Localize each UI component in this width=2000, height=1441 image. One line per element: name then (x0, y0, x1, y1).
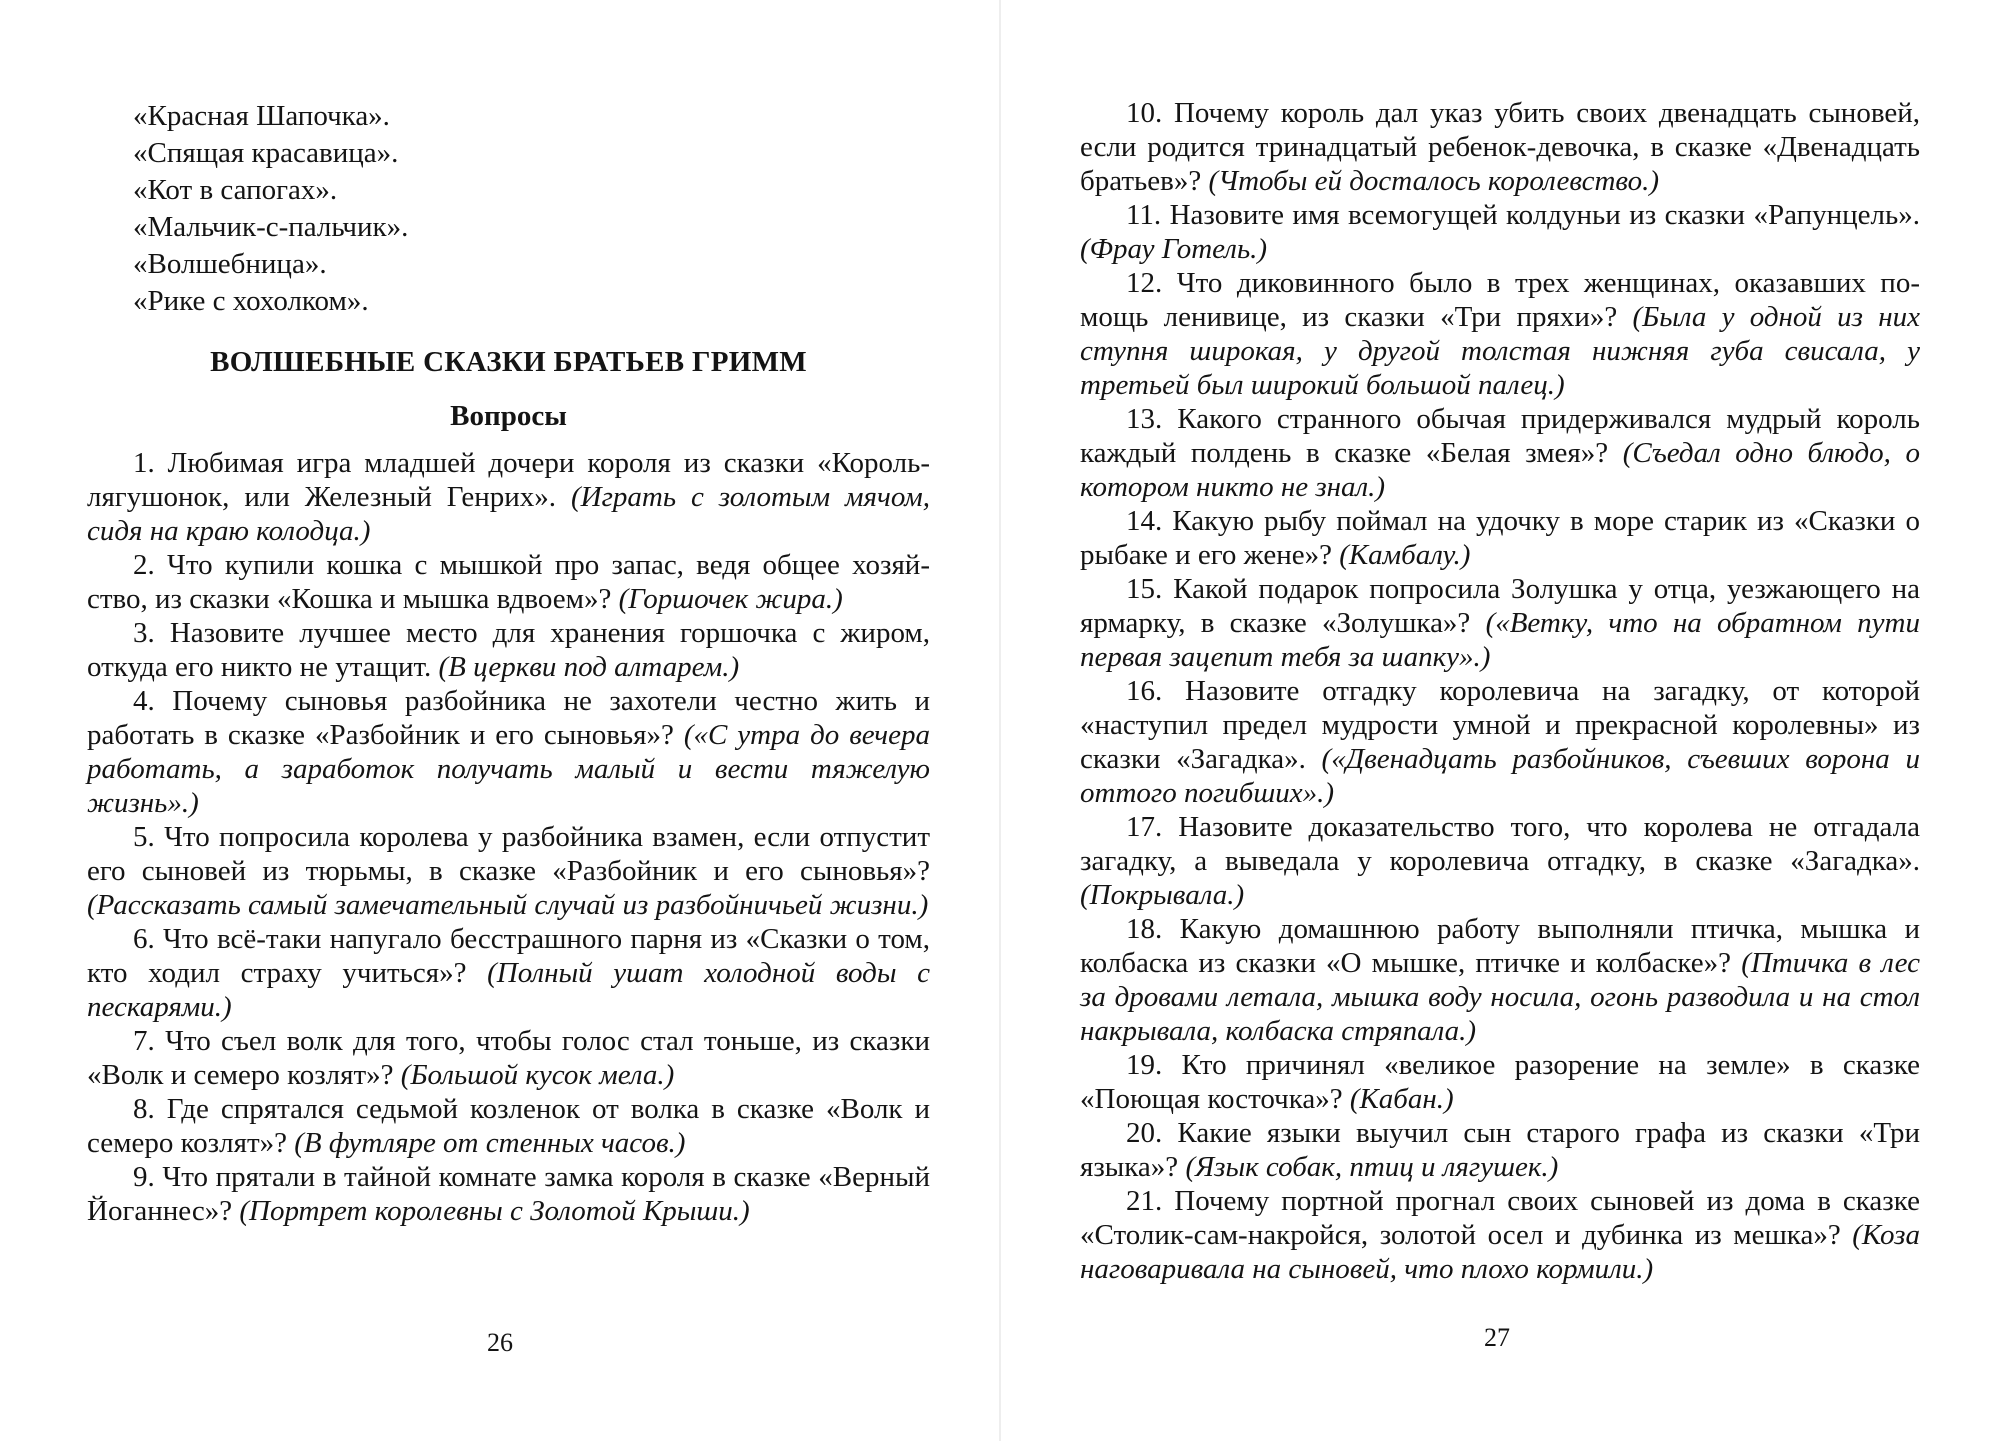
question-11 (1080, 198, 1920, 266)
question-14 (1080, 504, 1920, 572)
answer-text: (Горшочек жира.) (618, 583, 843, 615)
question-17 (1080, 810, 1920, 912)
question-text: 3. Назовите лучшее место для хранения горшочка с жиром, откуда его никто не утащит. (87, 617, 930, 683)
answer-text: (Полный ушат холодной воды с пескарями.) (87, 957, 930, 1023)
question-text: 18. Какую домашнюю работу выполняли птичка, мышка и колбаска из сказки «О мышке, птичке и колбаске»? (1080, 913, 1920, 979)
question-text: 6. Что всё-таки напугало бесстрашного парня из «Сказки о том, кто ходил страху учиться»? (87, 923, 930, 989)
question-16 (1080, 674, 1920, 810)
answer-text: (Рассказать самый замечательный случай из разбойничьей жизни.) (87, 889, 929, 921)
question-10 (1080, 96, 1920, 198)
list-item: «Мальчик-с-пальчик». (133, 211, 409, 243)
question-text: 10. Почему король дал указ убить своих двенадцать сыновей, если родится тринадцатый ребенок-девочка, в сказке «Двенадцать братьев»? (1080, 97, 1920, 197)
answer-text: («Двенадцать разбойников, съевших ворона и оттого погибших».) (1080, 743, 1920, 809)
question-21 (1080, 1184, 1920, 1286)
section-subheading: Вопросы (450, 400, 567, 432)
answer-text: (В церкви под алтарем.) (438, 651, 740, 683)
answer-text: (Птичка в лес за дровами летала, мышка воду носила, огонь разводила и на стол накрывала, колбаска стряпала.) (1080, 947, 1920, 1047)
answer-text: (Была у одной из них ступня широкая, у другой толстая нижняя губа свисала, у третьей был широкий большой палец.) (1080, 301, 1920, 401)
question-text: 17. Назовите доказательство того, что королева не отгадала загадку, а выведала у королевича отгадку, в сказке «Загадка». (1080, 811, 1920, 877)
question-19 (1080, 1048, 1920, 1116)
question-text: 4. Почему сыновья разбойника не захотели честно жить и работать в сказке «Разбойник и его сыновья»? (87, 685, 930, 751)
answer-text: (Играть с золотым мячом, сидя на краю колодца.) (87, 481, 931, 547)
answer-text: (Камбалу.) (1339, 539, 1471, 571)
answer-text: (Большой кусок мела.) (400, 1059, 675, 1091)
question-text: 15. Какой подарок попросила Золушка у отца, уезжающего на ярмарку, в сказке «Золушка»? (1080, 573, 1920, 639)
question-text: 7. Что съел волк для того, чтобы голос стал тоньше, из сказки «Волк и семеро козлят»? (87, 1025, 930, 1091)
question-7 (87, 1024, 930, 1092)
fairy-tale-list (87, 98, 930, 320)
list-item: «Волшебница». (133, 248, 327, 280)
question-15 (1080, 572, 1920, 674)
page-number: 27 (1484, 1323, 1510, 1352)
answer-text: (Портрет королевны с Золотой Крыши.) (239, 1195, 750, 1227)
question-text: 13. Какого странного обычая придерживался мудрый король каждый полдень в сказке «Белая змея»? (1080, 403, 1920, 469)
answer-text: (Кабан.) (1349, 1083, 1454, 1115)
question-9 (87, 1160, 930, 1228)
answer-text: (Коза наговаривала на сыновей, что плохо кормили.) (1080, 1219, 1920, 1285)
list-item: «Спящая красавица». (133, 137, 399, 169)
question-12 (1080, 266, 1920, 402)
question-text: 20. Какие языки выучил сын старого графа из сказки «Три языка»? (1080, 1117, 1920, 1183)
question-1 (87, 446, 930, 548)
answer-text: («С утра до вечера работать, а заработок получать малый и вести тяжелую жизнь».) (87, 719, 930, 819)
question-18 (1080, 912, 1920, 1048)
question-6 (87, 922, 930, 1024)
answer-text: (Съедал одно блюдо, о котором никто не знал.) (1080, 437, 1920, 503)
list-item: «Кот в сапогах». (133, 174, 338, 206)
answer-text: (Фрау Готель.) (1080, 233, 1268, 265)
question-text: 9. Что прятали в тайной комнате замка короля в сказке «Верный Йоганнес»? (87, 1161, 930, 1227)
question-text: 11. Назовите имя всемогущей колдуньи из сказки «Рапунцель». (1126, 199, 1920, 231)
question-text: 8. Где спрятался седьмой козленок от волка в сказке «Волк и семеро козлят»? (87, 1093, 930, 1159)
list-item: «Красная Шапочка». (133, 100, 390, 132)
question-text: 19. Кто причинял «великое разорение на земле» в сказке «Поющая косточка»? (1080, 1049, 1920, 1115)
question-3 (87, 616, 930, 684)
answer-text: (Чтобы ей досталось королевство.) (1208, 165, 1660, 197)
answer-text: (Язык собак, птиц и лягушек.) (1185, 1151, 1559, 1183)
question-text: 2. Что купили кошка с мышкой про запас, ведя общее хозяйство, из сказки «Кошка и мышка вдвоем»? (87, 549, 930, 615)
question-text: 14. Какую рыбу поймал на удочку в море старик из «Сказки о рыбаке и его жене»? (1080, 505, 1920, 571)
question-13 (1080, 402, 1920, 504)
question-text: 5. Что попросила королева у разбойника взамен, если отпустит его сыновей из тюрьмы, в сказке «Разбойник и его сыновья»? (87, 821, 930, 887)
question-text: 16. Назовите отгадку королевича на загадку, от которой «наступил предел мудрости умной и прекрасной королевны» из сказки «Загадка». (1080, 675, 1920, 775)
question-text: 1. Любимая игра младшей дочери короля из сказки «Корольлягушонок, или Железный Генрих». (87, 447, 930, 513)
answer-text: («Ветку, что на обратном пути первая зацепит тебя за шапку».) (1080, 607, 1920, 673)
list-item: «Рике с хохолком». (133, 285, 369, 317)
right-page-text (1080, 96, 1920, 1286)
question-5 (87, 820, 930, 922)
section-heading: ВОЛШЕБНЫЕ СКАЗКИ БРАТЬЕВ ГРИММ (210, 346, 807, 378)
question-20 (1080, 1116, 1920, 1184)
question-8 (87, 1092, 930, 1160)
page-number: 26 (487, 1328, 513, 1357)
answer-text: (Покрывала.) (1080, 879, 1245, 911)
question-2 (87, 548, 930, 616)
question-text: 12. Что диковинного было в трех женщинах, оказавших помощь ленивице, из сказки «Три пряхи»? (1080, 267, 1920, 333)
question-text: 21. Почему портной прогнал своих сыновей из дома в сказке «Столик-сам-накройся, золотой осел и дубинка из мешка»? (1080, 1185, 1920, 1251)
left-page-text (87, 98, 930, 1228)
question-4 (87, 684, 930, 820)
page-27 (1000, 0, 2000, 1441)
answer-text: (В футляре от стенных часов.) (294, 1127, 686, 1159)
